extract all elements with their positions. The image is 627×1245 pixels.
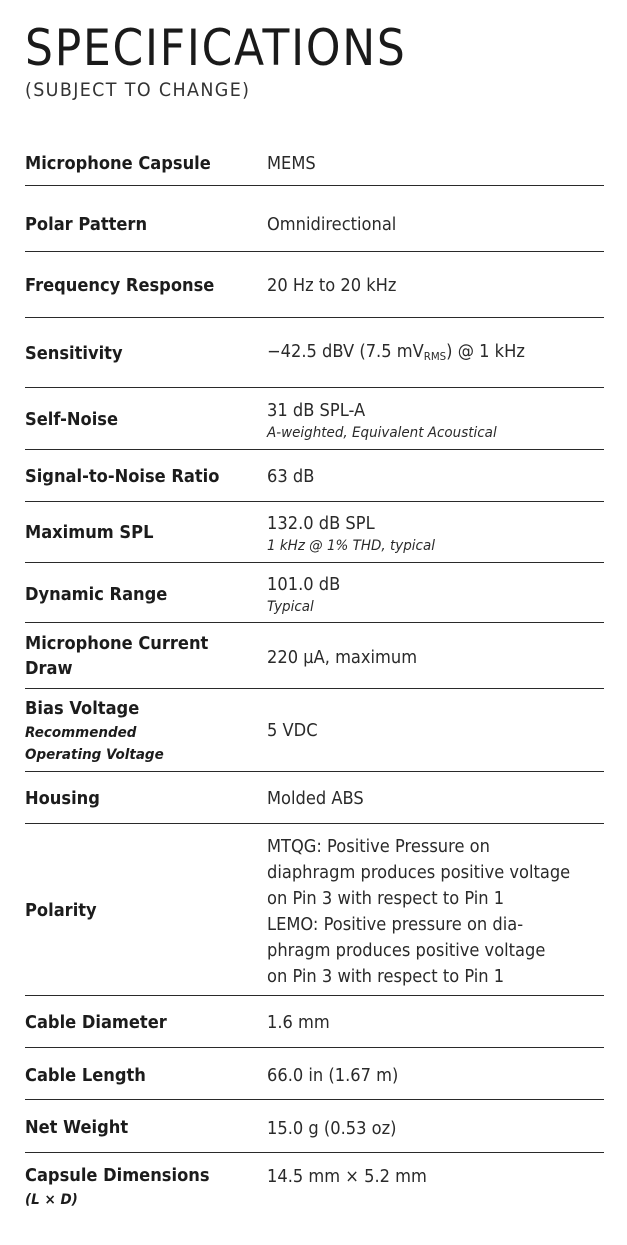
spec-value-line: on Pin 3 with respect to Pin 1 bbox=[267, 889, 505, 909]
spec-label-line: Draw bbox=[25, 659, 73, 679]
spec-label: Cable Diameter bbox=[25, 1012, 167, 1033]
spec-value: 31 dB SPL-A bbox=[267, 400, 366, 421]
spec-value-note: A-weighted, Equivalent Acoustical bbox=[267, 424, 497, 441]
spec-value: 15.0 g (0.53 oz) bbox=[267, 1118, 397, 1139]
spec-label: Cable Length bbox=[25, 1065, 146, 1086]
spec-label: Maximum SPL bbox=[25, 523, 154, 543]
spec-label: Sensitivity bbox=[25, 343, 123, 364]
spec-label-note: (L × D) bbox=[25, 1192, 78, 1208]
spec-value: 20 Hz to 20 kHz bbox=[267, 276, 397, 296]
page-title: SPECIFICATIONS bbox=[25, 19, 407, 77]
spec-value: 5 VDC bbox=[267, 721, 318, 741]
spec-value: 220 µA, maximum bbox=[267, 648, 418, 668]
spec-value: MEMS bbox=[267, 154, 316, 174]
spec-value: Molded ABS bbox=[267, 789, 364, 809]
spec-value: 63 dB bbox=[267, 467, 315, 487]
spec-label: Polar Pattern bbox=[25, 214, 148, 235]
spec-label: Bias Voltage bbox=[25, 698, 140, 719]
spec-label: Capsule Dimensions bbox=[25, 1166, 210, 1186]
spec-label: Housing bbox=[25, 788, 100, 809]
spec-header bbox=[25, 18, 459, 102]
spec-value: 132.0 dB SPL bbox=[267, 513, 375, 534]
spec-label: Net Weight bbox=[25, 1118, 129, 1138]
row-divider bbox=[25, 1152, 604, 1153]
spec-value-line: diaphragm produces positive voltage bbox=[267, 863, 571, 883]
spec-value-line: on Pin 3 with respect to Pin 1 bbox=[267, 967, 505, 987]
spec-label: Signal-to-Noise Ratio bbox=[25, 466, 220, 487]
spec-value bbox=[267, 339, 588, 370]
spec-value: 66.0 in (1.67 m) bbox=[267, 1066, 399, 1086]
spec-label-note: Operating Voltage bbox=[25, 746, 164, 763]
spec-value-line: MTQG: Positive Pressure on bbox=[267, 837, 490, 857]
spec-label: Microphone Capsule bbox=[25, 153, 211, 174]
spec-label: Dynamic Range bbox=[25, 584, 168, 605]
spec-value: 1.6 mm bbox=[267, 1013, 330, 1033]
spec-value-note: 1 kHz @ 1% THD, typical bbox=[267, 537, 435, 554]
spec-value-line: phragm produces positive voltage bbox=[267, 941, 546, 961]
sensitivity-value-suffix: ) @ 1 kHz bbox=[446, 341, 525, 362]
spec-label: Self-Noise bbox=[25, 409, 118, 430]
spec-label: Polarity bbox=[25, 901, 97, 921]
spec-label-line: Microphone Current bbox=[25, 634, 209, 654]
page-subtitle: (SUBJECT TO CHANGE) bbox=[25, 79, 251, 101]
spec-value: 101.0 dB bbox=[267, 574, 341, 595]
spec-value-note: Typical bbox=[267, 598, 314, 615]
spec-value: 14.5 mm × 5.2 mm bbox=[267, 1167, 427, 1187]
spec-label: Frequency Response bbox=[25, 275, 215, 296]
spec-value-line: LEMO: Positive pressure on dia- bbox=[267, 915, 524, 935]
spec-value: Omnidirectional bbox=[267, 215, 397, 235]
sensitivity-value-prefix: −42.5 dBV (7.5 mV bbox=[267, 341, 424, 362]
sensitivity-value-subscript: RMS bbox=[423, 349, 447, 363]
spec-label-note: Recommended bbox=[25, 724, 137, 741]
